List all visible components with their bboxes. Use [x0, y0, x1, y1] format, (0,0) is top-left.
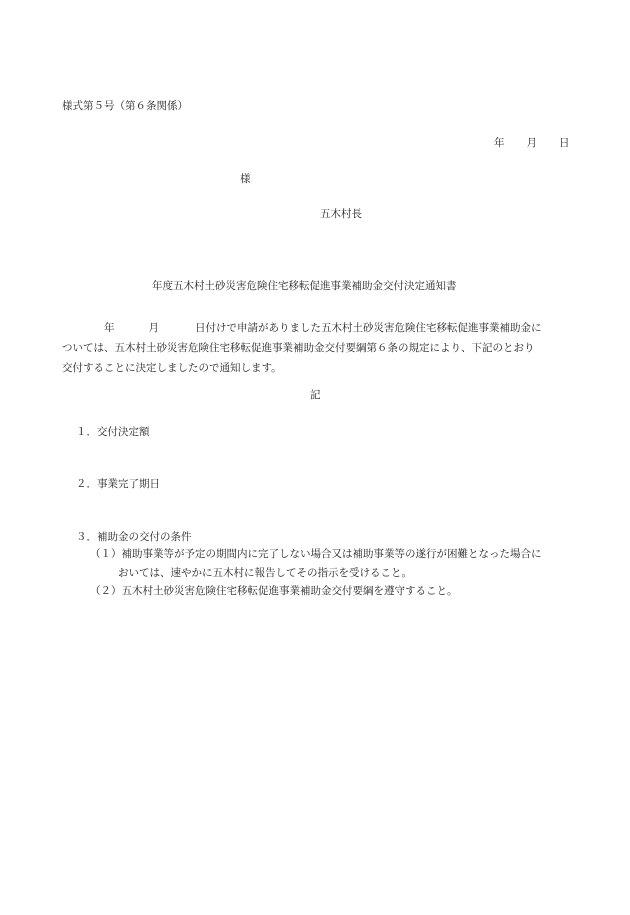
condition-2-line-1: （２）五木村土砂災害危険住宅移転促進事業補助金交付要綱を遵守すること。 — [90, 585, 458, 597]
form-number: 様式第５号（第６条関係） — [62, 100, 188, 112]
date-day-label: 日 — [559, 137, 570, 149]
body-year-label: 年 — [104, 322, 115, 334]
body-line-1 — [62, 318, 577, 338]
date-month-label: 月 — [526, 137, 537, 149]
body-line-3: 交付することに決定しましたので通知します。 — [62, 362, 282, 374]
addressee-suffix: 様 — [240, 173, 251, 185]
issue-date — [494, 138, 570, 149]
body-line-1-text: 日付けで申請がありました五木村土砂災害危険住宅移転促進事業補助金に — [195, 322, 542, 334]
body-line-2: ついては、五木村土砂災害危険住宅移転促進事業補助金交付要綱第６条の規定により、下記のとおり — [62, 342, 535, 354]
document-title: 年度五木村土砂災害危険住宅移転促進事業補助金交付決定通知書 — [152, 280, 457, 292]
item-completion-date: ２．事業完了期日 — [76, 478, 160, 490]
item-grant-conditions: ３．補助金の交付の条件 — [76, 531, 192, 543]
body-month-label: 月 — [148, 322, 159, 334]
condition-1-line-2: おいては、速やかに五木村に報告してその指示を受けること。 — [118, 567, 412, 579]
date-year-label: 年 — [494, 137, 505, 149]
item-grant-amount: １．交付決定額 — [76, 426, 150, 438]
ki-heading: 記 — [310, 389, 321, 401]
condition-1-line-1: （１）補助事業等が予定の期間内に完了しない場合又は補助事業等の遂行が困難となった場合に — [90, 548, 542, 560]
issuer-name: 五木村長 — [320, 208, 362, 220]
body-paragraph — [62, 318, 577, 378]
